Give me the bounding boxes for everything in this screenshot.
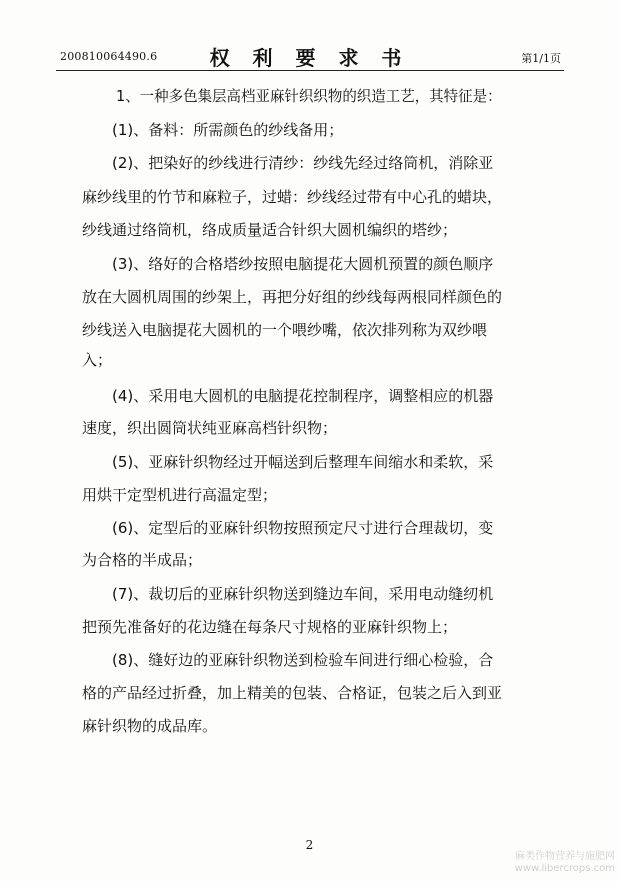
- document-title: 权 利 要 求 书: [209, 46, 410, 70]
- claim-line: 格的产品经过折叠，加上精美的包装、合格证，包装之后入到亚: [82, 684, 503, 702]
- claim-line: 纱线通过络筒机，络成质量适合针织大圆机编织的塔纱；: [82, 221, 458, 239]
- watermark-url: www.libercrops.com: [514, 863, 615, 874]
- site-watermark: [485, 851, 615, 875]
- claim-line: 麻针织物的成品库。: [82, 717, 218, 735]
- claim-line: 放在大圆机周围的纱架上，再把分好组的纱线每两根同样颜色的: [82, 288, 503, 306]
- claim-line: 速度，织出圆筒状纯亚麻高档针织物；: [82, 419, 338, 437]
- claim-line: 为合格的半成品；: [82, 551, 203, 569]
- page-indicator: 第1/1页: [521, 52, 561, 65]
- claim-line: (6)、定型后的亚麻针织物按照预定尺寸进行合理裁切，变: [112, 519, 494, 537]
- claim-line: 用烘干定型机进行高温定型；: [82, 486, 278, 504]
- claim-line: 1、一种多色集层高档亚麻针织织物的织造工艺，其特征是：: [116, 87, 502, 105]
- claim-line: (2)、把染好的纱线进行清纱：纱线先经过络筒机，消除亚: [112, 154, 494, 172]
- claim-line: 麻纱线里的竹节和麻粒子，过蜡：纱线经过带有中心孔的蜡块，: [82, 188, 503, 206]
- page-number: 2: [305, 838, 314, 852]
- claim-line: (5)、亚麻针织物经过开幅送到后整理车间缩水和柔软，采: [112, 453, 494, 471]
- application-number: 200810064490.6: [60, 50, 158, 63]
- claim-line: (3)、络好的合格塔纱按照电脑提花大圆机预置的颜色顺序: [112, 255, 494, 273]
- claim-line: (4)、采用电大圆机的电脑提花控制程序，调整相应的机器: [112, 387, 494, 405]
- claim-line: (1)、备料：所需颜色的纱线备用；: [112, 121, 344, 139]
- watermark-site-name: 麻类作物营养与施肥网: [515, 851, 615, 862]
- document-header: [0, 0, 619, 78]
- header-divider: [56, 70, 564, 71]
- claim-line: 把预先准备好的花边缝在每条尺寸规格的亚麻针织物上；: [82, 618, 458, 636]
- claim-line: (8)、缝好边的亚麻针织物送到检验车间进行细心检验，合: [112, 651, 494, 669]
- claim-line: 纱线送入电脑提花大圆机的一个喂纱嘴，依次排列称为双纱喂: [82, 321, 488, 339]
- claim-line: 入；: [82, 351, 113, 369]
- claim-line: (7)、裁切后的亚麻针织物送到缝边车间，采用电动缝纫机: [112, 585, 494, 603]
